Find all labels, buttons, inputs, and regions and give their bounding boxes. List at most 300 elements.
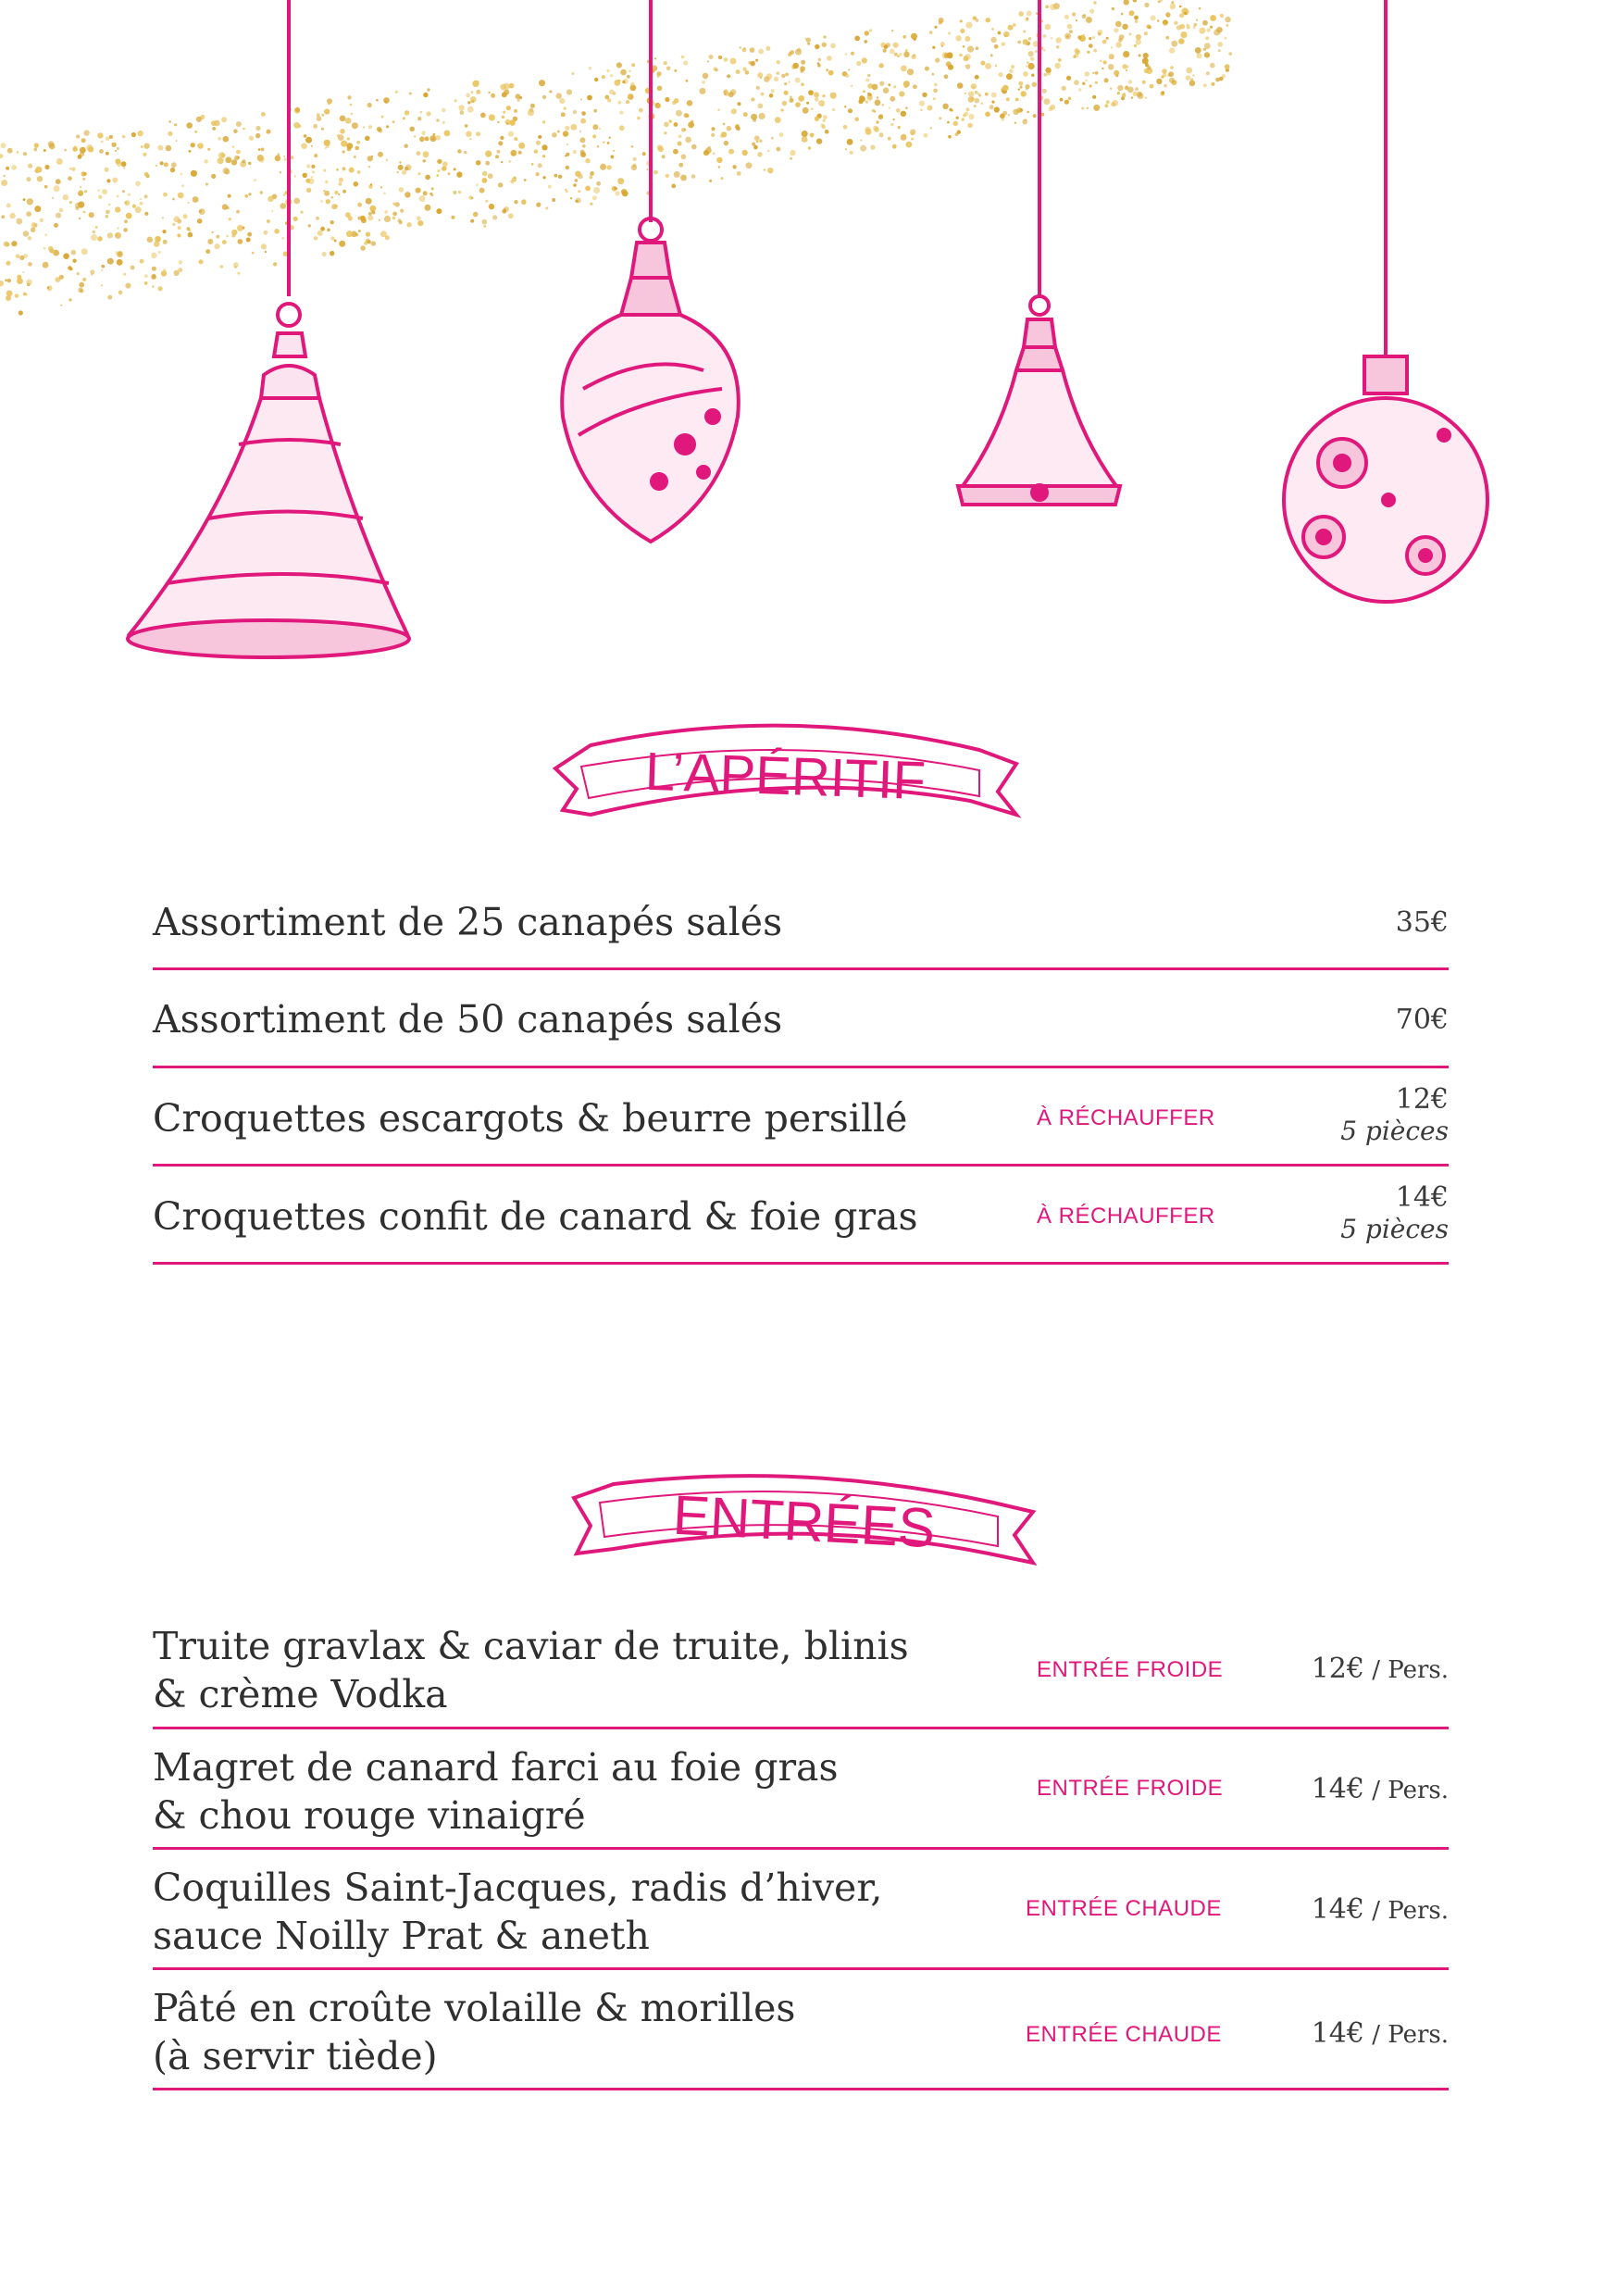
- glitter-dot: [758, 49, 764, 55]
- glitter-dot: [827, 56, 832, 61]
- glitter-dot: [228, 194, 231, 198]
- glitter-dot: [1139, 54, 1141, 56]
- glitter-dot: [56, 158, 63, 165]
- dish-quantity: 5 pièces: [1340, 1116, 1449, 1146]
- glitter-dot: [935, 57, 940, 62]
- glitter-dot: [482, 219, 488, 225]
- glitter-dot: [101, 141, 104, 144]
- glitter-dot: [867, 93, 871, 96]
- glitter-dot: [956, 117, 959, 119]
- glitter-dot: [1, 215, 5, 218]
- glitter-dot: [313, 124, 317, 129]
- glitter-dot: [377, 127, 381, 131]
- glitter-dot: [977, 93, 979, 94]
- glitter-dot: [489, 204, 494, 209]
- glitter-dot: [140, 259, 144, 264]
- glitter-dot: [1115, 42, 1121, 47]
- glitter-dot: [123, 167, 125, 168]
- glitter-dot: [590, 171, 594, 176]
- glitter-dot: [317, 113, 320, 117]
- glitter-dot: [222, 240, 227, 244]
- glitter-dot: [902, 134, 906, 139]
- glitter-dot: [118, 291, 123, 295]
- glitter-dot: [965, 36, 970, 42]
- glitter-dot: [482, 171, 488, 177]
- glitter-dot: [888, 137, 891, 141]
- glitter-dot: [850, 151, 853, 155]
- glitter-dot: [1179, 6, 1182, 8]
- glitter-dot: [1121, 13, 1124, 16]
- glitter-dot: [78, 155, 82, 159]
- glitter-dot: [305, 137, 312, 144]
- glitter-dot: [72, 259, 76, 263]
- glitter-dot: [1117, 85, 1123, 91]
- glitter-dot: [1082, 82, 1085, 85]
- glitter-dot: [11, 241, 17, 246]
- glitter-dot: [974, 98, 979, 104]
- glitter-dot: [368, 125, 372, 129]
- glitter-dot: [334, 240, 337, 243]
- glitter-dot: [156, 165, 157, 167]
- glitter-dot: [437, 159, 442, 164]
- glitter-dot: [1143, 53, 1149, 58]
- glitter-dot: [6, 243, 10, 247]
- glitter-dot: [901, 66, 907, 72]
- dish-price-block: [1340, 1182, 1449, 1245]
- glitter-dot: [578, 190, 580, 193]
- glitter-dot: [1222, 74, 1226, 78]
- glitter-dot: [372, 211, 376, 215]
- glitter-dot: [657, 144, 663, 150]
- glitter-dot: [236, 210, 240, 214]
- glitter-dot: [258, 156, 265, 163]
- glitter-dot: [1093, 105, 1100, 111]
- glitter-dot: [962, 118, 965, 120]
- glitter-dot: [488, 92, 490, 94]
- glitter-dot: [864, 40, 867, 44]
- glitter-dot: [334, 191, 338, 194]
- glitter-dot: [168, 120, 171, 123]
- glitter-dot: [386, 159, 388, 161]
- glitter-dot: [911, 138, 914, 141]
- glitter-dot: [860, 139, 862, 141]
- glitter-dot: [101, 284, 103, 286]
- glitter-dot: [619, 110, 623, 114]
- glitter-dot: [935, 26, 938, 29]
- glitter-dot: [323, 190, 325, 192]
- glitter-dot: [518, 143, 525, 149]
- glitter-dot: [31, 222, 37, 228]
- glitter-dot: [347, 95, 351, 99]
- glitter-dot: [56, 213, 61, 218]
- glitter-dot: [949, 108, 952, 112]
- menu-row: [153, 1068, 1449, 1167]
- glitter-dot: [674, 171, 680, 178]
- glitter-dot: [425, 205, 431, 211]
- glitter-dot: [31, 228, 35, 232]
- glitter-dot: [1206, 71, 1210, 75]
- glitter-dot: [68, 176, 72, 181]
- glitter-dot: [565, 126, 569, 131]
- glitter-dot: [646, 168, 648, 170]
- glitter-dot: [824, 35, 827, 38]
- glitter-dot: [1076, 19, 1077, 21]
- glitter-dot: [1134, 16, 1139, 20]
- glitter-dot: [994, 44, 999, 49]
- glitter-dot: [592, 195, 597, 200]
- glitter-dot: [330, 251, 335, 256]
- glitter-dot: [236, 121, 242, 127]
- glitter-dot: [965, 64, 971, 69]
- glitter-dot: [879, 132, 884, 137]
- glitter-dot: [751, 97, 754, 101]
- glitter-dot: [597, 145, 600, 148]
- glitter-dot: [34, 206, 41, 212]
- glitter-dot: [43, 262, 49, 268]
- glitter-dot: [255, 126, 260, 131]
- dish-price: 14€: [1311, 2017, 1364, 2050]
- glitter-dot: [542, 176, 545, 179]
- glitter-dot: [944, 74, 949, 79]
- dish-name-line2: (à servir tiède): [153, 2034, 438, 2078]
- glitter-dot: [1085, 71, 1090, 77]
- glitter-dot: [801, 82, 804, 86]
- glitter-dot: [709, 180, 712, 182]
- glitter-dot: [409, 127, 415, 132]
- glitter-dot: [283, 193, 286, 196]
- glitter-dot: [498, 141, 503, 145]
- glitter-dot: [1008, 25, 1014, 31]
- glitter-dot: [304, 134, 307, 138]
- glitter-dot: [261, 148, 265, 152]
- glitter-dot: [960, 19, 963, 22]
- glitter-dot: [947, 121, 950, 124]
- glitter-dot: [132, 205, 136, 208]
- glitter-dot: [1086, 80, 1088, 81]
- glitter-dot: [1028, 51, 1034, 56]
- glitter-dot: [1121, 97, 1125, 101]
- glitter-dot: [386, 125, 389, 128]
- glitter-dot: [231, 233, 235, 237]
- glitter-dot: [566, 153, 569, 156]
- glitter-dot: [585, 158, 590, 163]
- glitter-dot: [1164, 22, 1166, 25]
- glitter-dot: [1008, 114, 1010, 116]
- glitter-dot: [759, 140, 762, 143]
- glitter-dot: [325, 147, 327, 149]
- glitter-dot: [932, 46, 935, 49]
- glitter-dot: [907, 69, 914, 75]
- glitter-dot: [1020, 86, 1023, 89]
- glitter-dot: [1199, 7, 1201, 9]
- glitter-dot: [724, 57, 728, 62]
- glitter-dot: [989, 105, 994, 109]
- glitter-dot: [458, 191, 461, 193]
- glitter-dot: [337, 134, 341, 138]
- glitter-dot: [1136, 34, 1141, 40]
- glitter-dot: [565, 189, 566, 191]
- glitter-dot: [1043, 34, 1047, 38]
- glitter-dot: [519, 96, 522, 99]
- glitter-dot: [106, 179, 110, 182]
- glitter-dot: [686, 80, 688, 81]
- glitter-dot: [514, 137, 517, 141]
- glitter-dot: [534, 149, 538, 153]
- glitter-dot: [802, 131, 808, 137]
- glitter-dot: [948, 32, 951, 35]
- glitter-dot: [845, 74, 849, 78]
- glitter-dot: [82, 278, 86, 281]
- glitter-dot: [52, 197, 54, 199]
- glitter-dot: [816, 138, 822, 144]
- glitter-dot: [465, 124, 468, 128]
- glitter-dot: [172, 198, 175, 201]
- glitter-dot: [865, 79, 869, 82]
- glitter-dot: [883, 87, 890, 94]
- glitter-dot: [225, 156, 231, 163]
- glitter-dot: [28, 164, 32, 168]
- glitter-dot: [115, 206, 120, 212]
- glitter-dot: [1095, 81, 1098, 84]
- glitter-dot: [143, 153, 146, 156]
- glitter-dot: [1032, 82, 1037, 87]
- glitter-dot: [218, 157, 224, 164]
- glitter-dot: [985, 93, 989, 96]
- glitter-dot: [248, 162, 251, 165]
- glitter-dot: [219, 265, 223, 268]
- glitter-dot: [765, 46, 770, 51]
- glitter-dot: [542, 155, 545, 157]
- dish-name-line2: sauce Noilly Prat & aneth: [153, 1914, 650, 1958]
- glitter-dot: [157, 145, 163, 151]
- glitter-dot: [730, 89, 736, 94]
- dish-name-line1: Truite gravlax & caviar de truite, blinis: [153, 1624, 909, 1668]
- glitter-dot: [524, 179, 527, 181]
- glitter-dot: [471, 91, 474, 94]
- glitter-dot: [1135, 20, 1138, 23]
- glitter-dot: [81, 248, 88, 255]
- glitter-dot: [1018, 88, 1020, 90]
- glitter-dot: [538, 135, 541, 139]
- glitter-dot: [825, 130, 829, 134]
- glitter-dot: [400, 209, 404, 213]
- glitter-dot: [423, 93, 428, 97]
- glitter-dot: [709, 55, 714, 59]
- glitter-dot: [573, 183, 577, 187]
- glitter-dot: [884, 45, 888, 49]
- glitter-dot: [258, 148, 261, 151]
- glitter-dot: [457, 171, 463, 177]
- glitter-dot: [933, 89, 938, 94]
- glitter-dot: [549, 91, 552, 94]
- glitter-dot: [476, 183, 479, 186]
- glitter-dot: [312, 171, 315, 174]
- glitter-dot: [994, 106, 1000, 112]
- glitter-dot: [832, 108, 836, 112]
- glitter-dot: [932, 73, 935, 76]
- glitter-dot: [1109, 54, 1114, 59]
- glitter-dot: [1045, 24, 1052, 31]
- dish-price: 14€: [1395, 1181, 1449, 1214]
- glitter-dot: [23, 198, 26, 201]
- glitter-dot: [1089, 44, 1093, 48]
- glitter-dot: [899, 53, 902, 56]
- glitter-dot: [144, 172, 149, 177]
- glitter-dot: [664, 122, 669, 128]
- glitter-dot: [718, 166, 720, 168]
- glitter-dot: [137, 131, 143, 136]
- glitter-dot: [678, 142, 682, 146]
- glitter-dot: [1023, 71, 1028, 77]
- glitter-dot: [1092, 95, 1096, 99]
- glitter-dot: [1186, 68, 1192, 74]
- glitter-dot: [1193, 23, 1197, 27]
- glitter-dot: [448, 172, 451, 175]
- glitter-dot: [795, 78, 801, 83]
- glitter-dot: [528, 109, 534, 116]
- glitter-dot: [330, 236, 334, 240]
- glitter-dot: [808, 90, 814, 95]
- glitter-dot: [874, 127, 879, 132]
- glitter-dot: [781, 74, 785, 78]
- glitter-dot: [125, 283, 131, 289]
- glitter-dot: [1089, 9, 1094, 14]
- glitter-dot: [470, 219, 474, 223]
- glitter-dot: [357, 217, 361, 220]
- glitter-dot: [174, 270, 180, 276]
- glitter-dot: [848, 108, 853, 113]
- glitter-dot: [1087, 107, 1089, 109]
- glitter-dot: [444, 131, 451, 137]
- glitter-dot: [920, 109, 922, 111]
- glitter-dot: [314, 236, 317, 240]
- dish-unit: / Pers.: [1363, 1656, 1449, 1684]
- glitter-dot: [789, 81, 790, 82]
- glitter-dot: [1169, 47, 1175, 53]
- glitter-dot: [1081, 107, 1084, 110]
- glitter-dot: [678, 163, 683, 168]
- dish-price: 70€: [1395, 1004, 1449, 1036]
- glitter-dot: [1069, 30, 1073, 33]
- dish-name-line2: & crème Vodka: [153, 1672, 448, 1716]
- glitter-dot: [745, 70, 750, 75]
- glitter-dot: [364, 242, 367, 245]
- glitter-dot: [485, 200, 488, 203]
- glitter-dot: [615, 191, 619, 195]
- glitter-dot: [158, 286, 163, 291]
- glitter-dot: [1186, 75, 1191, 81]
- glitter-dot: [631, 145, 634, 148]
- glitter-dot: [54, 223, 58, 228]
- glitter-dot: [865, 31, 869, 35]
- glitter-dot: [1199, 28, 1205, 34]
- glitter-dot: [63, 253, 69, 259]
- glitter-dot: [975, 75, 979, 80]
- glitter-dot: [620, 69, 627, 76]
- glitter-dot: [737, 171, 741, 176]
- glitter-dot: [355, 233, 359, 237]
- glitter-dot: [144, 281, 148, 285]
- glitter-dot: [639, 108, 643, 113]
- glitter-dot: [1135, 87, 1139, 91]
- glitter-dot: [870, 145, 875, 150]
- glitter-dot: [358, 230, 361, 232]
- glitter-dot: [674, 69, 677, 72]
- glitter-dot: [627, 75, 630, 79]
- glitter-dot: [1131, 96, 1133, 98]
- glitter-dot: [414, 135, 416, 137]
- glitter-dot: [665, 97, 669, 102]
- glitter-dot: [893, 43, 899, 48]
- glitter-dot: [715, 69, 718, 72]
- glitter-dot: [1062, 86, 1066, 91]
- glitter-dot: [554, 174, 558, 178]
- glitter-dot: [991, 28, 994, 31]
- glitter-dot: [178, 226, 181, 230]
- glitter-dot: [585, 186, 591, 192]
- glitter-dot: [822, 43, 827, 47]
- glitter-dot: [1111, 46, 1113, 48]
- glitter-dot: [1171, 41, 1177, 47]
- glitter-dot: [590, 203, 592, 206]
- glitter-dot: [1115, 22, 1118, 25]
- glitter-dot: [1028, 37, 1031, 40]
- glitter-dot: [580, 119, 586, 124]
- glitter-dot: [419, 136, 425, 142]
- glitter-dot: [815, 117, 819, 121]
- glitter-dot: [1150, 84, 1154, 89]
- glitter-dot: [237, 272, 240, 275]
- glitter-dot: [327, 229, 330, 232]
- glitter-dot: [941, 45, 943, 47]
- glitter-dot: [139, 202, 143, 206]
- glitter-dot: [1067, 24, 1073, 30]
- glitter-dot: [851, 85, 853, 87]
- glitter-dot: [1202, 20, 1208, 26]
- glitter-dot: [558, 175, 562, 179]
- glitter-dot: [404, 192, 410, 197]
- glitter-dot: [354, 156, 356, 158]
- glitter-dot: [879, 81, 884, 86]
- glitter-dot: [1013, 23, 1016, 27]
- glitter-dot: [771, 89, 775, 93]
- glitter-dot: [178, 193, 184, 199]
- glitter-dot: [1190, 79, 1193, 81]
- glitter-dot: [548, 185, 552, 189]
- glitter-dot: [955, 35, 961, 41]
- glitter-dot: [264, 231, 268, 235]
- glitter-dot: [703, 73, 709, 80]
- glitter-dot: [249, 136, 254, 141]
- glitter-dot: [350, 104, 353, 106]
- glitter-dot: [723, 91, 725, 93]
- glitter-dot: [622, 81, 625, 83]
- glitter-dot: [536, 172, 540, 176]
- glitter-dot: [7, 148, 13, 154]
- glitter-dot: [194, 131, 197, 133]
- dish-price: 12€: [1395, 1083, 1449, 1116]
- glitter-dot: [273, 262, 277, 266]
- glitter-dot: [81, 138, 86, 143]
- glitter-dot: [123, 228, 128, 232]
- glitter-dot: [1170, 4, 1176, 10]
- glitter-dot: [442, 167, 446, 171]
- glitter-dot: [28, 236, 31, 240]
- glitter-dot: [186, 122, 193, 129]
- dish-quantity: 5 pièces: [1340, 1214, 1449, 1244]
- glitter-dot: [671, 184, 676, 189]
- glitter-dot: [1162, 69, 1167, 74]
